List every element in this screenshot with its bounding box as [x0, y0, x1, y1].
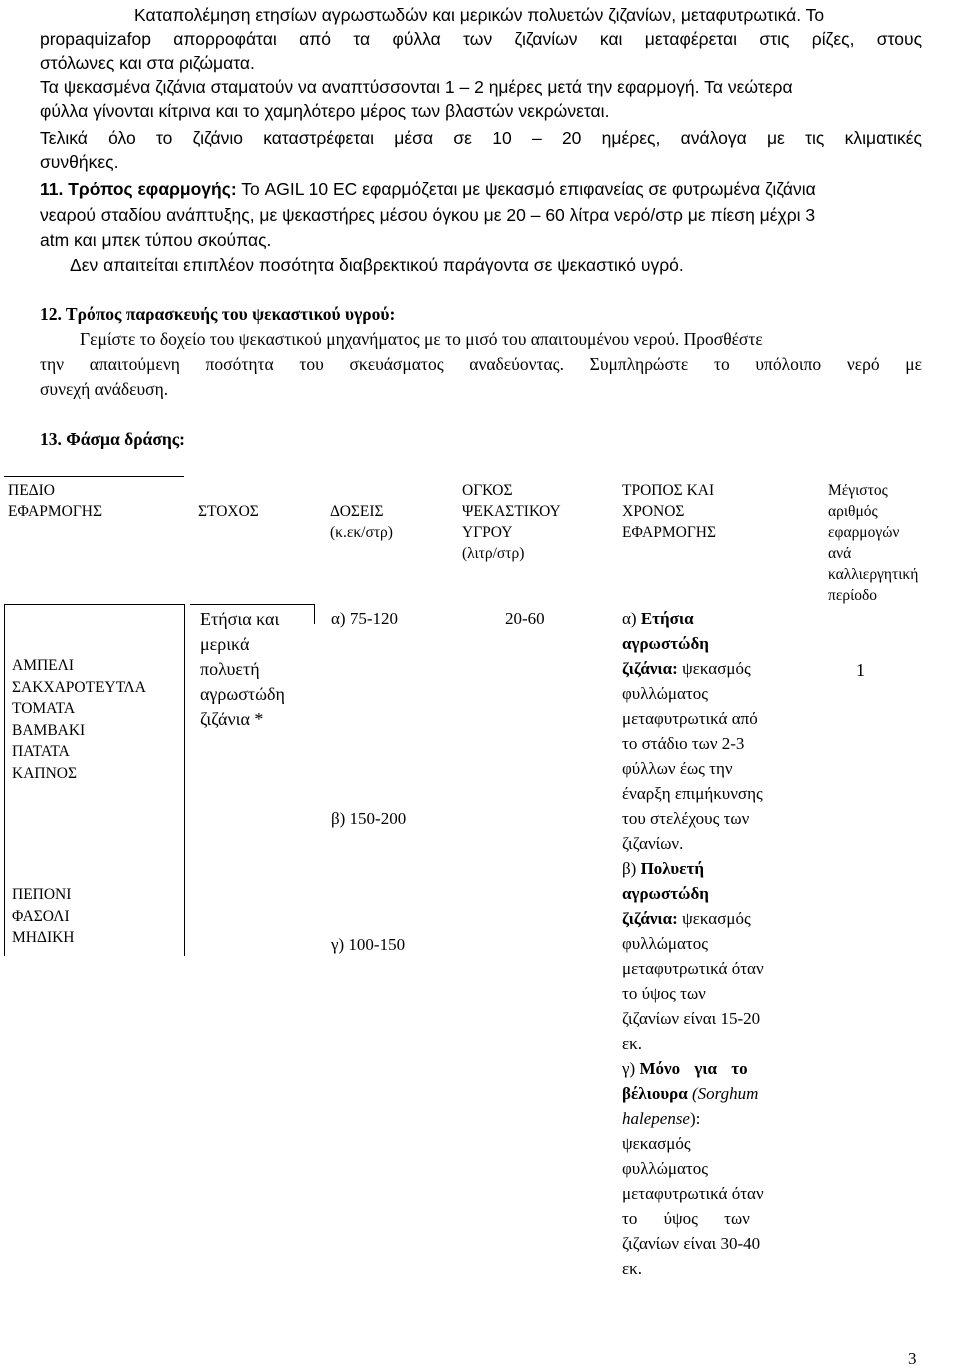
crop-item: ΦΑΣΟΛΙ [12, 907, 70, 925]
section-11-label: 11. Τρόπος εφαρμογής: [40, 179, 237, 199]
target-weeds: Ετήσια και μερικά πολυετή αγρωστώδη ζιζάνια * [200, 609, 285, 729]
table-border [190, 604, 314, 605]
table-border [4, 604, 5, 956]
table-border [4, 604, 184, 605]
section-11-line [40, 177, 816, 201]
text-line: propaquizafop απορροφάται από τα φύλλα των ζιζανίων και μεταφέρεται στις ρίζες, στους [40, 29, 922, 49]
crop-item: ΚΑΠΝΟΣ [12, 764, 77, 782]
table-border [314, 604, 315, 624]
text-line: Τα ψεκασμένα ζιζάνια σταματούν να αναπτύσσονται 1 – 2 ημέρες μετά την εφαρμογή. Τα νεώτερα [40, 77, 793, 97]
dose-b: β) 150-200 [331, 809, 407, 828]
header-method: ΤΡΟΠΟΣ ΚΑΙ ΧΡΟΝΟΣ ΕΦΑΡΜΟΓΗΣ [622, 482, 717, 541]
crop-item: ΜΗΔΙΚΗ [12, 929, 75, 946]
dose-a: α) 75-120 [331, 609, 398, 628]
method-column: α) Ετήσια αγρωστώδη ζιζάνια: ψεκασμός φυλλώματος μεταφυτρωτικά από το στάδιο των 2-3 φύλλων έως την έναρξη επιμήκυνσης του στελέχους των ζιζανίων. β) Πολυετή αγρωστώδη ζιζάνια: ψεκασμός φυλλώματος μεταφυτρωτικά όταν το ύψος των ζιζανίων είναι 15-20 εκ. γ) Μόνο για το βέλιουρα (Sorghum halepense): ψεκασμός φυλλώματος μεταφυτρωτικά όταν το ύψος των ζιζανίων είναι 30-40 εκ. [622, 609, 764, 1278]
crop-item: ΑΜΠΕΛΙ [12, 657, 75, 674]
table-border [4, 476, 184, 477]
text-line: Καταπολέμηση ετησίων αγρωστωδών και μερικών πολυετών ζιζανίων, μεταφυτρωτικά. Το [134, 5, 825, 25]
section-12-label: 12. Τρόπος παρασκευής του ψεκαστικού υγρού: [40, 304, 396, 324]
text-line: Δεν απαιτείται επιπλέον ποσότητα διαβρεκτικού παράγοντα σε ψεκαστικό υγρό. [70, 255, 684, 275]
section-11-text: Το AGIL 10 EC εφαρμόζεται με ψεκασμό επιφανείας σε φυτρωμένα ζιζάνια [241, 179, 816, 199]
text-line: Τελικά όλο το ζιζάνιο καταστρέφεται μέσα σε 10 – 20 ημέρες, ανάλογα με τις κλιματικές [40, 128, 922, 148]
text-line: φύλλα γίνονται κίτρινα και το χαμηλότερο μέρος των βλαστών νεκρώνεται. [40, 101, 610, 121]
header-target: ΣΤΟΧΟΣ [198, 503, 259, 520]
text-line: Γεμίστε το δοχείο του ψεκαστικού μηχανήματος με το μισό του απαιτουμένου νερού. Προσθέστε [80, 329, 763, 349]
max-applications: 1 [856, 660, 865, 680]
crop-item: ΣΑΚΧΑΡΟΤΕΥΤΛΑ [12, 678, 146, 696]
text-line: συνθήκες. [40, 152, 119, 172]
section-13-label: 13. Φάσμα δράσης: [40, 429, 185, 449]
crops-group-1 [12, 655, 146, 784]
text-line: συνεχή ανάδευση. [40, 379, 169, 399]
spray-volume: 20-60 [505, 609, 545, 628]
dose-c: γ) 100-150 [331, 935, 406, 954]
header-max-apps: Μέγιστος αριθμός εφαρμογών ανά καλλιεργητική περίοδο [828, 482, 919, 604]
crop-item: ΠΑΤΑΤΑ [12, 743, 70, 760]
text-line: atm και μπεκ τύπου σκούπας. [40, 230, 272, 250]
text-line: την απαιτούμενη ποσότητα του σκευάσματος αναδεύοντας. Συμπληρώστε το υπόλοιπο νερό με [40, 354, 922, 374]
page-number: 3 [908, 1349, 917, 1368]
text-line: στόλωνες και στα ριζώματα. [40, 53, 255, 73]
header-volume: ΟΓΚΟΣ ΨΕΚΑΣΤΙΚΟΥ ΥΓΡΟΥ (λιτρ/στρ) [462, 482, 561, 562]
text-line: νεαρού σταδίου ανάπτυξης, με ψεκαστήρες μέσου όγκου με 20 – 60 λίτρα νερό/στρ με πίεση μέχρι 3 [40, 205, 816, 225]
header-field: ΠΕΔΙΟ ΕΦΑΡΜΟΓΗΣ [8, 482, 103, 520]
table-border [184, 604, 185, 956]
header-doses: ΔΟΣΕΙΣ (κ.εκ/στρ) [330, 503, 393, 541]
crop-item: ΠΕΠΟΝΙ [12, 886, 72, 903]
crop-item: ΤΟΜΑΤΑ [12, 700, 76, 717]
crops-group-2 [12, 884, 75, 949]
crop-item: ΒΑΜΒΑΚΙ [12, 721, 86, 739]
